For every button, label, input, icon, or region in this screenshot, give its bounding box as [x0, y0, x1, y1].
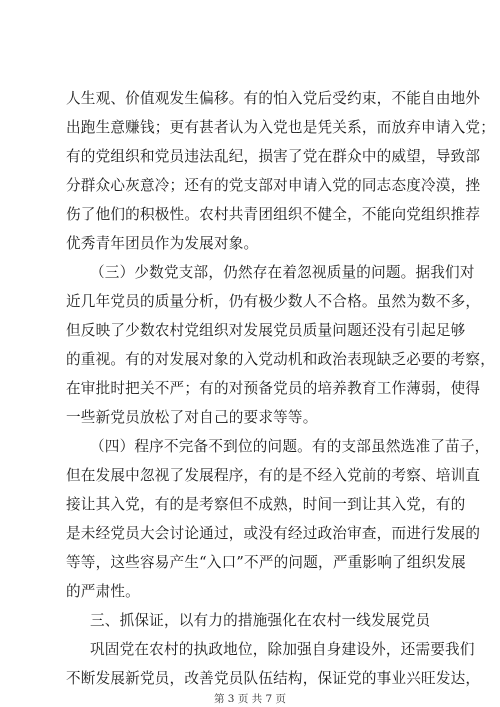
paragraph-line: 但在发展中忽视了发展程序，有的是不经入党前的考察、培训直 [66, 467, 481, 484]
paragraph-line: 优秀青年团员作为发展对象。 [66, 235, 259, 252]
page-footer: 第 3 页 共 7 页 [213, 693, 287, 705]
section-title: 三、抓保证，以有力的措施强化在农村一线发展党员 [90, 612, 431, 629]
paragraph-line: 是未经党员大会讨论通过，或没有经过政治审查，而进行发展的 [66, 525, 481, 542]
paragraph-line: 分群众心灰意冷；还有的党支部对申请入党的同志态度冷漠，挫 [66, 177, 481, 194]
paragraph-line: 等等，这些容易产生“入口”不严的问题，严重影响了组织发展 [66, 554, 466, 571]
paragraph-line: 近几年党员的质量分析，仍有极少数人不合格。虽然为数不多， [66, 293, 481, 310]
paragraph-line: 在审批时把关不严；有的对预备党员的培养教育工作薄弱，使得 [66, 380, 481, 397]
section-heading-line: （四）程序不完备不到位的问题。有的支部虽然选准了苗子， [90, 438, 490, 455]
paragraph-line: 接让其入党，有的是考察但不成熟，时间一到让其入党，有的 [66, 496, 466, 513]
paragraph-line: 不断发展新党员，改善党员队伍结构，保证党的事业兴旺发达， [66, 670, 481, 687]
paragraph-line: 一些新党员放松了对自己的要求等等。 [66, 409, 318, 426]
paragraph-line: 出跑生意赚钱；更有甚者认为入党也是凭关系，而放弃申请入党； [66, 119, 496, 136]
paragraph-line: 伤了他们的积极性。农村共青团组织不健全，不能向党组织推荐 [66, 206, 481, 223]
paragraph-line: 的严肃性。 [66, 583, 140, 600]
section-heading-line: （三）少数党支部，仍然存在着忽视质量的问题。据我们对 [90, 264, 475, 281]
paragraph-line: 的重视。有的对发展对象的入党动机和政治表现缺乏必要的考察， [66, 351, 496, 368]
paragraph-line: 但反映了少数农村党组织对发展党员质量问题还没有引起足够 [66, 322, 466, 339]
paragraph-line: 人生观、价值观发生偏移。有的怕入党后受约束，不能自由地外 [66, 90, 481, 107]
paragraph-line: 巩固党在农村的执政地位，除加强自身建设外，还需要我们 [90, 641, 475, 658]
paragraph-line: 有的党组织和党员违法乱纪，损害了党在群众中的威望，导致部 [66, 148, 481, 165]
